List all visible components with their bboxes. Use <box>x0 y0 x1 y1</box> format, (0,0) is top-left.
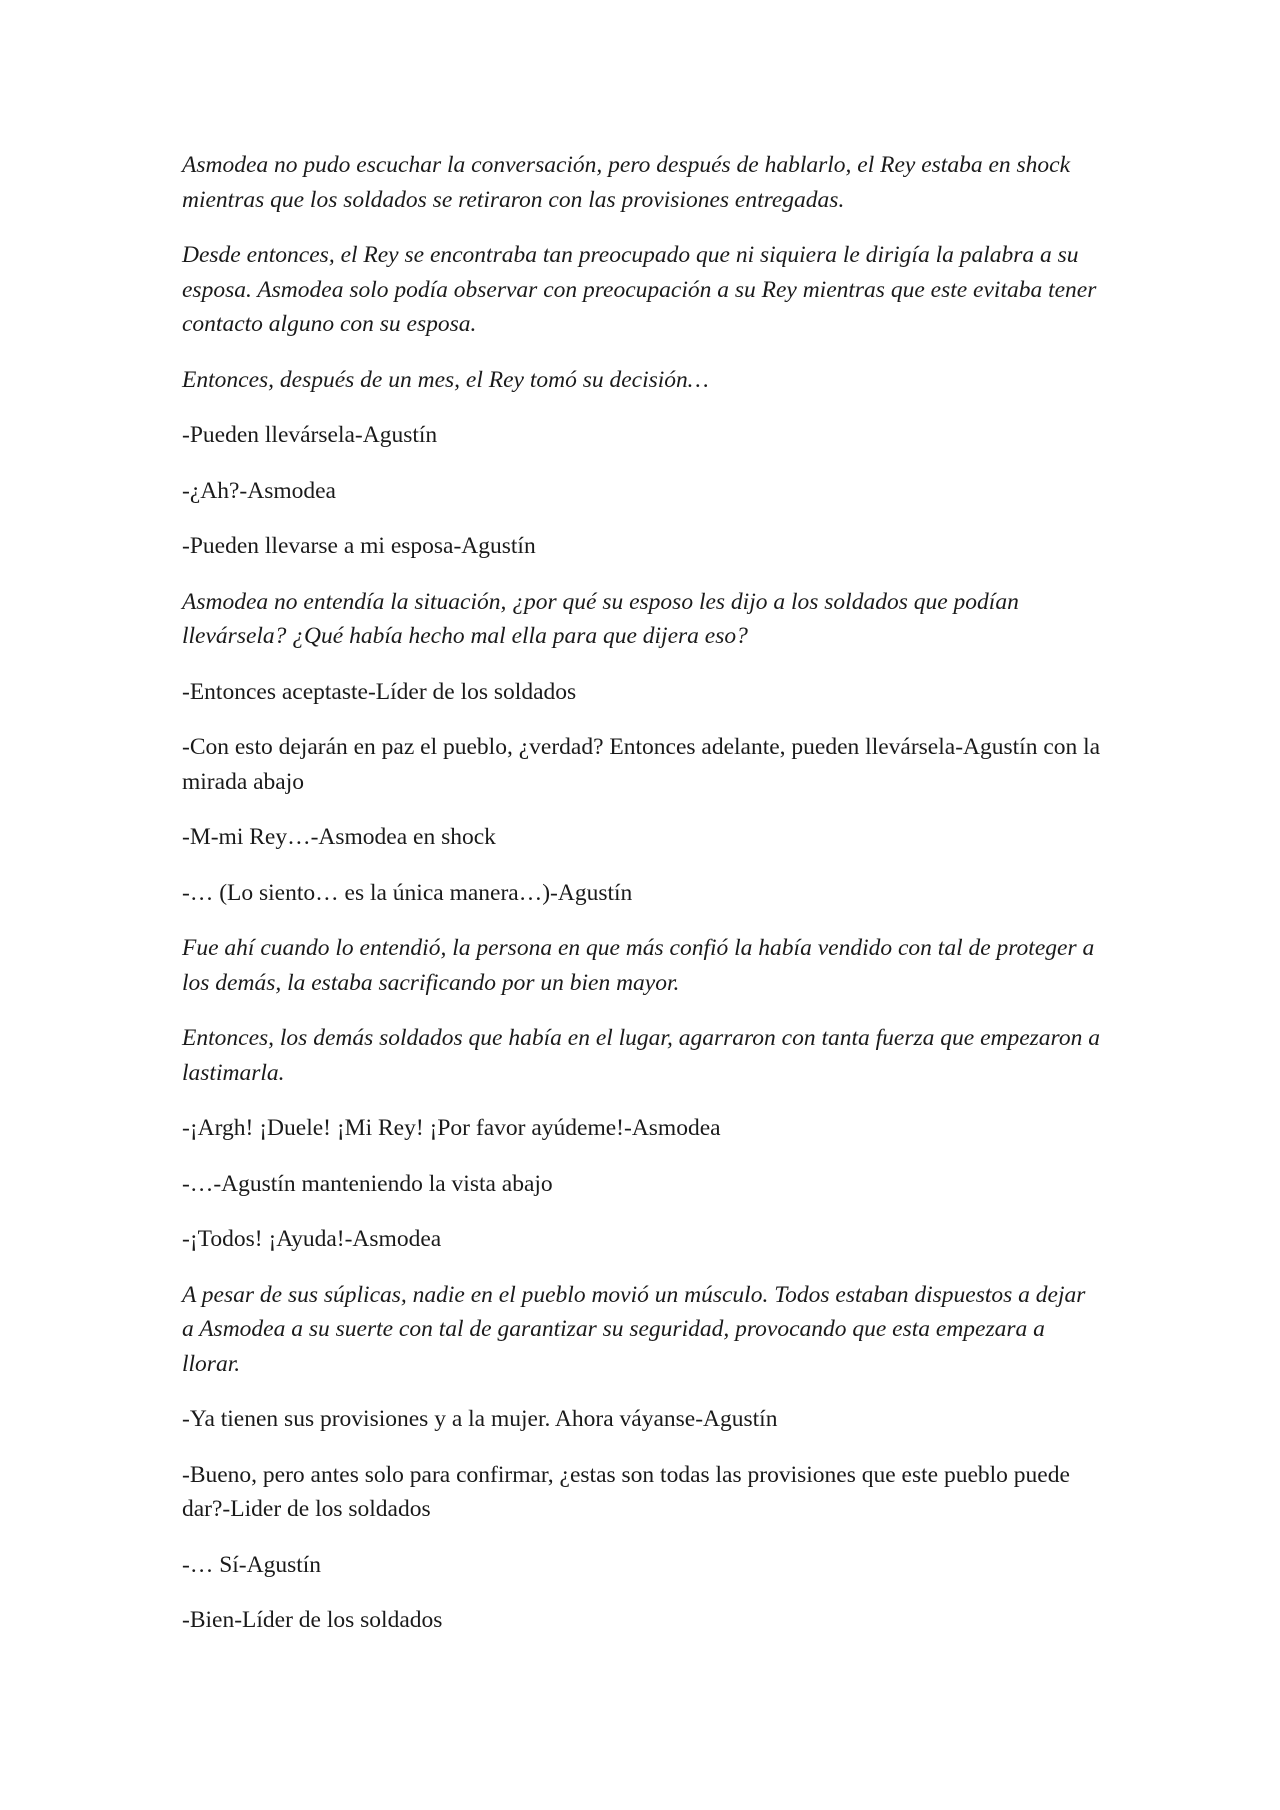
dialogue-line: -¿Ah?-Asmodea <box>182 477 336 504</box>
dialogue-line: -¡Argh! ¡Duele! ¡Mi Rey! ¡Por favor ayúdeme!-Asmodea <box>182 1115 721 1141</box>
dialogue-line: -Ya tienen sus provisiones y a la mujer. Ahora váyanse-Agustín <box>182 1406 778 1432</box>
dialogue-line: -… (Lo siento… es la única manera…)-Agustín <box>182 879 633 906</box>
dialogue-line: -Con esto dejarán en paz el pueblo, ¿verdad? Entonces adelante, pueden llevársela-Agustín con la mirada abajo <box>182 734 1101 795</box>
narration-paragraph: Entonces, después de un mes, el Rey tomó su decisión… <box>182 366 709 393</box>
dialogue-line: -Bueno, pero antes solo para confirmar, ¿estas son todas las provisiones que este pueblo puede dar?-Lider de los soldados <box>182 1461 1070 1522</box>
narration-paragraph: Asmodea no entendía la situación, ¿por qué su esposo les dijo a los soldados que podían llevársela? ¿Qué había hecho mal ella para que dijera eso? <box>182 588 1019 649</box>
dialogue-line: -Pueden llevársela-Agustín <box>182 422 438 448</box>
dialogue-line: -Bien-Líder de los soldados <box>182 1607 443 1633</box>
narration-paragraph: Entonces, los demás soldados que había en el lugar, agarraron con tanta fuerza que empezaron a lastimarla. <box>182 1025 1100 1086</box>
narration-paragraph: Asmodea no pudo escuchar la conversación, pero después de hablarlo, el Rey estaba en shock mientras que los soldados se retiraron con las provisiones entregadas. <box>182 152 1071 213</box>
document-body <box>182 148 1102 1659</box>
narration-paragraph: Desde entonces, el Rey se encontraba tan preocupado que ni siquiera le dirigía la palabra a su esposa. Asmodea solo podía observar con preocupación a su Rey mientras que este evitaba tener contacto alguno con su esposa. <box>182 242 1097 337</box>
narration-paragraph: Fue ahí cuando lo entendió, la persona en que más confió la había vendido con tal de proteger a los demás, la estaba sacrificando por un bien mayor. <box>182 935 1095 996</box>
dialogue-line: -Entonces aceptaste-Líder de los soldados <box>182 678 577 705</box>
narration-paragraph: A pesar de sus súplicas, nadie en el pueblo movió un músculo. Todos estaban dispuestos a dejar a Asmodea a su suerte con tal de garantizar su seguridad, provocando que esta empezara a llorar. <box>182 1281 1086 1377</box>
dialogue-line: -¡Todos! ¡Ayuda!-Asmodea <box>182 1226 442 1252</box>
dialogue-line: -Pueden llevarse a mi esposa-Agustín <box>182 533 536 559</box>
dialogue-line: -… Sí-Agustín <box>182 1551 322 1578</box>
dialogue-line: -M-mi Rey…-Asmodea en shock <box>182 824 496 850</box>
dialogue-line: -…-Agustín manteniendo la vista abajo <box>182 1170 553 1197</box>
